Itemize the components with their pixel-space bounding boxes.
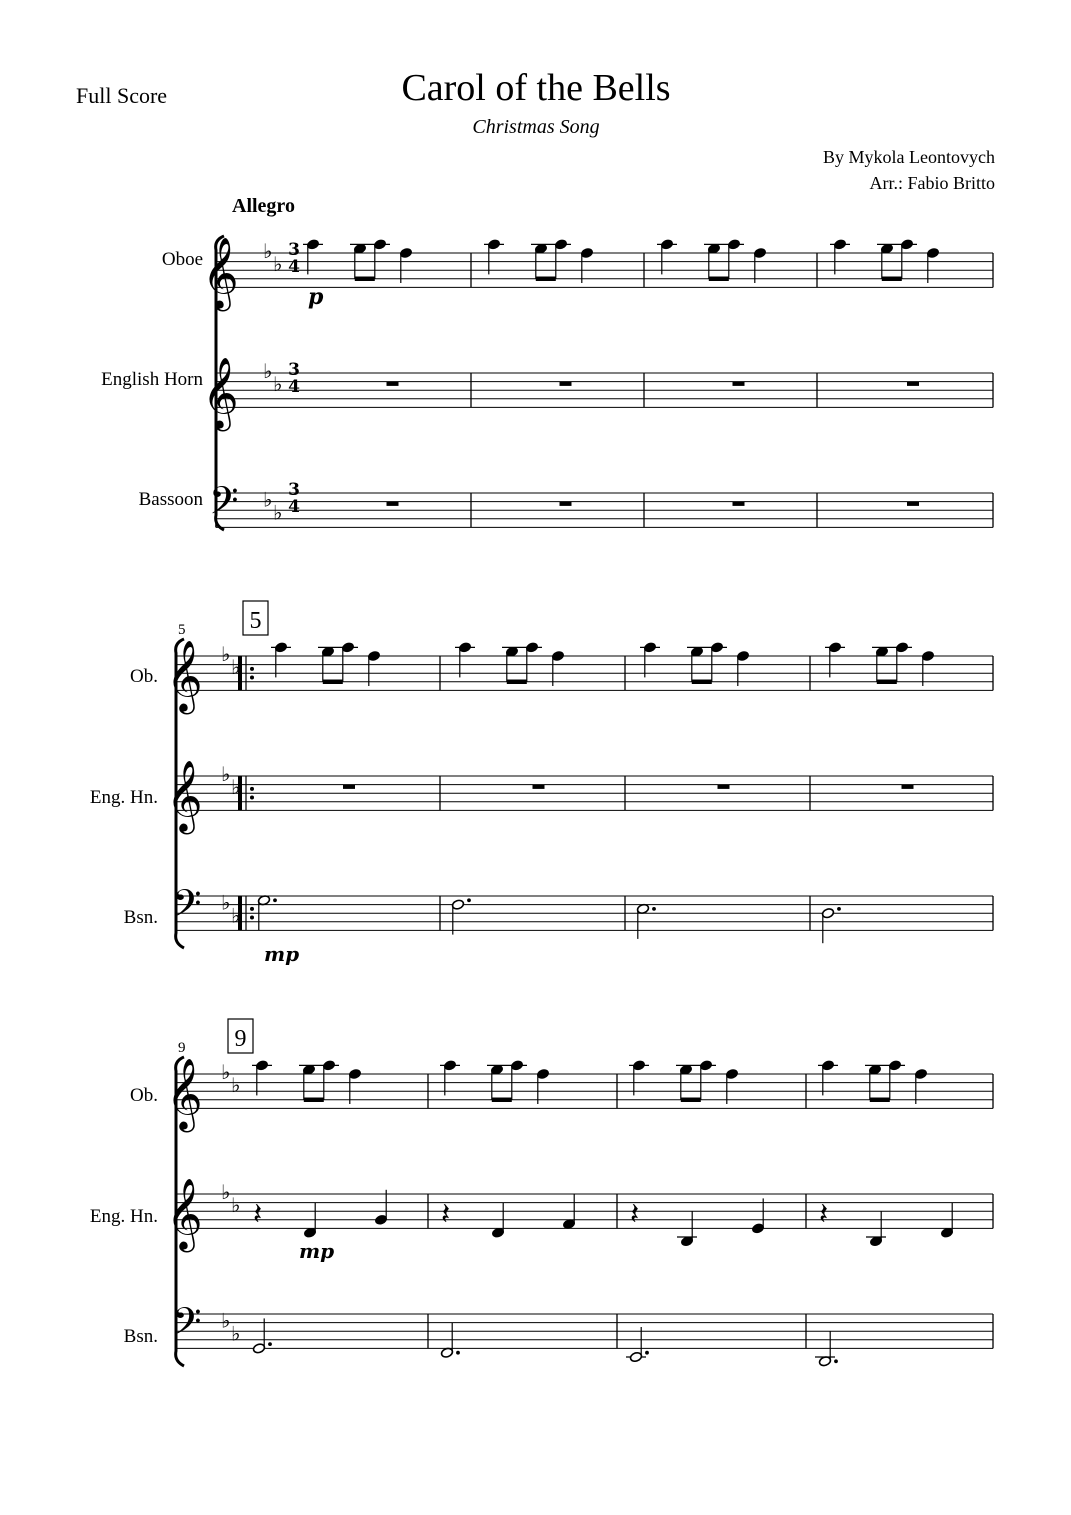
augmentation-dot [273, 898, 277, 902]
quarter-rest-icon: 𝄽 [253, 1196, 263, 1232]
flat-icon: ♭ [221, 1180, 231, 1204]
augmentation-dot [268, 1342, 272, 1346]
instrument-short-english-horn: Eng. Hn. [89, 787, 158, 808]
instrument-short-oboe: Ob. [130, 666, 158, 687]
instrument-name-oboe: Oboe [161, 249, 203, 270]
repeat-dot [250, 916, 254, 920]
flat-icon: ♭ [231, 1192, 241, 1217]
augmentation-dot [652, 907, 656, 911]
time-signature-top: 3 [288, 480, 300, 500]
quarter-rest-icon: 𝄽 [630, 1196, 640, 1232]
flat-icon: ♭ [273, 371, 283, 396]
full-score-label: Full Score [76, 83, 168, 108]
dynamic-marking: mp [264, 942, 300, 966]
instrument-short-bassoon: Bsn. [123, 907, 158, 928]
whole-rest-icon [718, 785, 730, 789]
time-signature-top: 3 [288, 360, 300, 380]
flat-icon: ♭ [221, 642, 231, 666]
instrument-short-oboe: Ob. [130, 1085, 158, 1106]
whole-rest-icon [387, 502, 399, 506]
flat-icon: ♭ [221, 1308, 231, 1333]
dynamic-marking: p [308, 284, 324, 310]
whole-rest-icon [387, 382, 399, 386]
whole-rest-icon [907, 382, 919, 386]
whole-rest-icon [560, 502, 572, 506]
bass-clef-icon: 𝄢 [172, 1298, 202, 1353]
whole-rest-icon [560, 382, 572, 386]
treble-clef-icon: 𝄞 [166, 638, 203, 712]
flat-icon: ♭ [263, 487, 273, 512]
repeat-dot [250, 796, 254, 800]
flat-icon: ♭ [231, 903, 241, 928]
augmentation-dot [837, 907, 841, 911]
treble-clef-icon: 𝄞 [166, 1176, 203, 1250]
repeat-dot [250, 676, 254, 680]
instrument-short-english-horn: Eng. Hn. [89, 1206, 158, 1227]
rehearsal-mark: 9 [234, 1026, 247, 1052]
flat-icon: ♭ [263, 239, 273, 263]
quarter-rest-icon: 𝄽 [441, 1196, 451, 1232]
notation-layer [166, 235, 993, 1367]
flat-icon: ♭ [231, 774, 241, 799]
treble-clef-icon: 𝄞 [202, 235, 239, 309]
time-signature-bottom: 4 [288, 257, 300, 277]
repeat-dot [250, 907, 254, 911]
whole-rest-icon [533, 785, 545, 789]
quarter-rest-icon: 𝄽 [819, 1196, 829, 1232]
instrument-short-bassoon: Bsn. [123, 1326, 158, 1347]
flat-icon: ♭ [273, 500, 283, 525]
repeat-dot [250, 667, 254, 671]
flat-icon: ♭ [231, 654, 241, 679]
augmentation-dot [834, 1359, 838, 1363]
bass-clef-icon: 𝄢 [209, 477, 239, 532]
whole-rest-icon [343, 785, 355, 789]
flat-icon: ♭ [263, 359, 273, 383]
subtitle: Christmas Song [472, 116, 600, 138]
flat-icon: ♭ [231, 1072, 241, 1097]
whole-rest-icon [902, 785, 914, 789]
treble-clef-icon: 𝄞 [166, 1056, 203, 1130]
treble-clef-icon: 𝄞 [202, 355, 239, 429]
whole-rest-icon [733, 382, 745, 386]
title: Carol of the Bells [401, 67, 671, 109]
time-signature-bottom: 4 [288, 497, 300, 517]
time-signature-bottom: 4 [288, 377, 300, 397]
augmentation-dot [645, 1351, 649, 1355]
augmentation-dot [467, 898, 471, 902]
measure-number: 5 [178, 622, 186, 638]
arranger-credit: Arr.: Fabio Britto [869, 173, 995, 193]
tempo-marking: Allegro [232, 195, 295, 217]
repeat-dot [250, 787, 254, 791]
flat-icon: ♭ [221, 890, 231, 915]
composer-credit: By Mykola Leontovych [823, 147, 995, 167]
flat-icon: ♭ [273, 251, 283, 276]
flat-icon: ♭ [221, 1060, 231, 1084]
treble-clef-icon: 𝄞 [166, 758, 203, 832]
time-signature-top: 3 [288, 240, 300, 260]
whole-rest-icon [733, 502, 745, 506]
flat-icon: ♭ [221, 762, 231, 786]
rehearsal-mark: 5 [249, 608, 262, 634]
augmentation-dot [456, 1351, 460, 1355]
whole-rest-icon [907, 502, 919, 506]
instrument-name-bassoon: Bassoon [138, 489, 203, 510]
flat-icon: ♭ [231, 1321, 241, 1346]
measure-number: 9 [178, 1040, 186, 1056]
dynamic-marking: mp [299, 1239, 335, 1263]
instrument-name-english-horn: English Horn [101, 369, 203, 390]
bass-clef-icon: 𝄢 [172, 880, 202, 935]
